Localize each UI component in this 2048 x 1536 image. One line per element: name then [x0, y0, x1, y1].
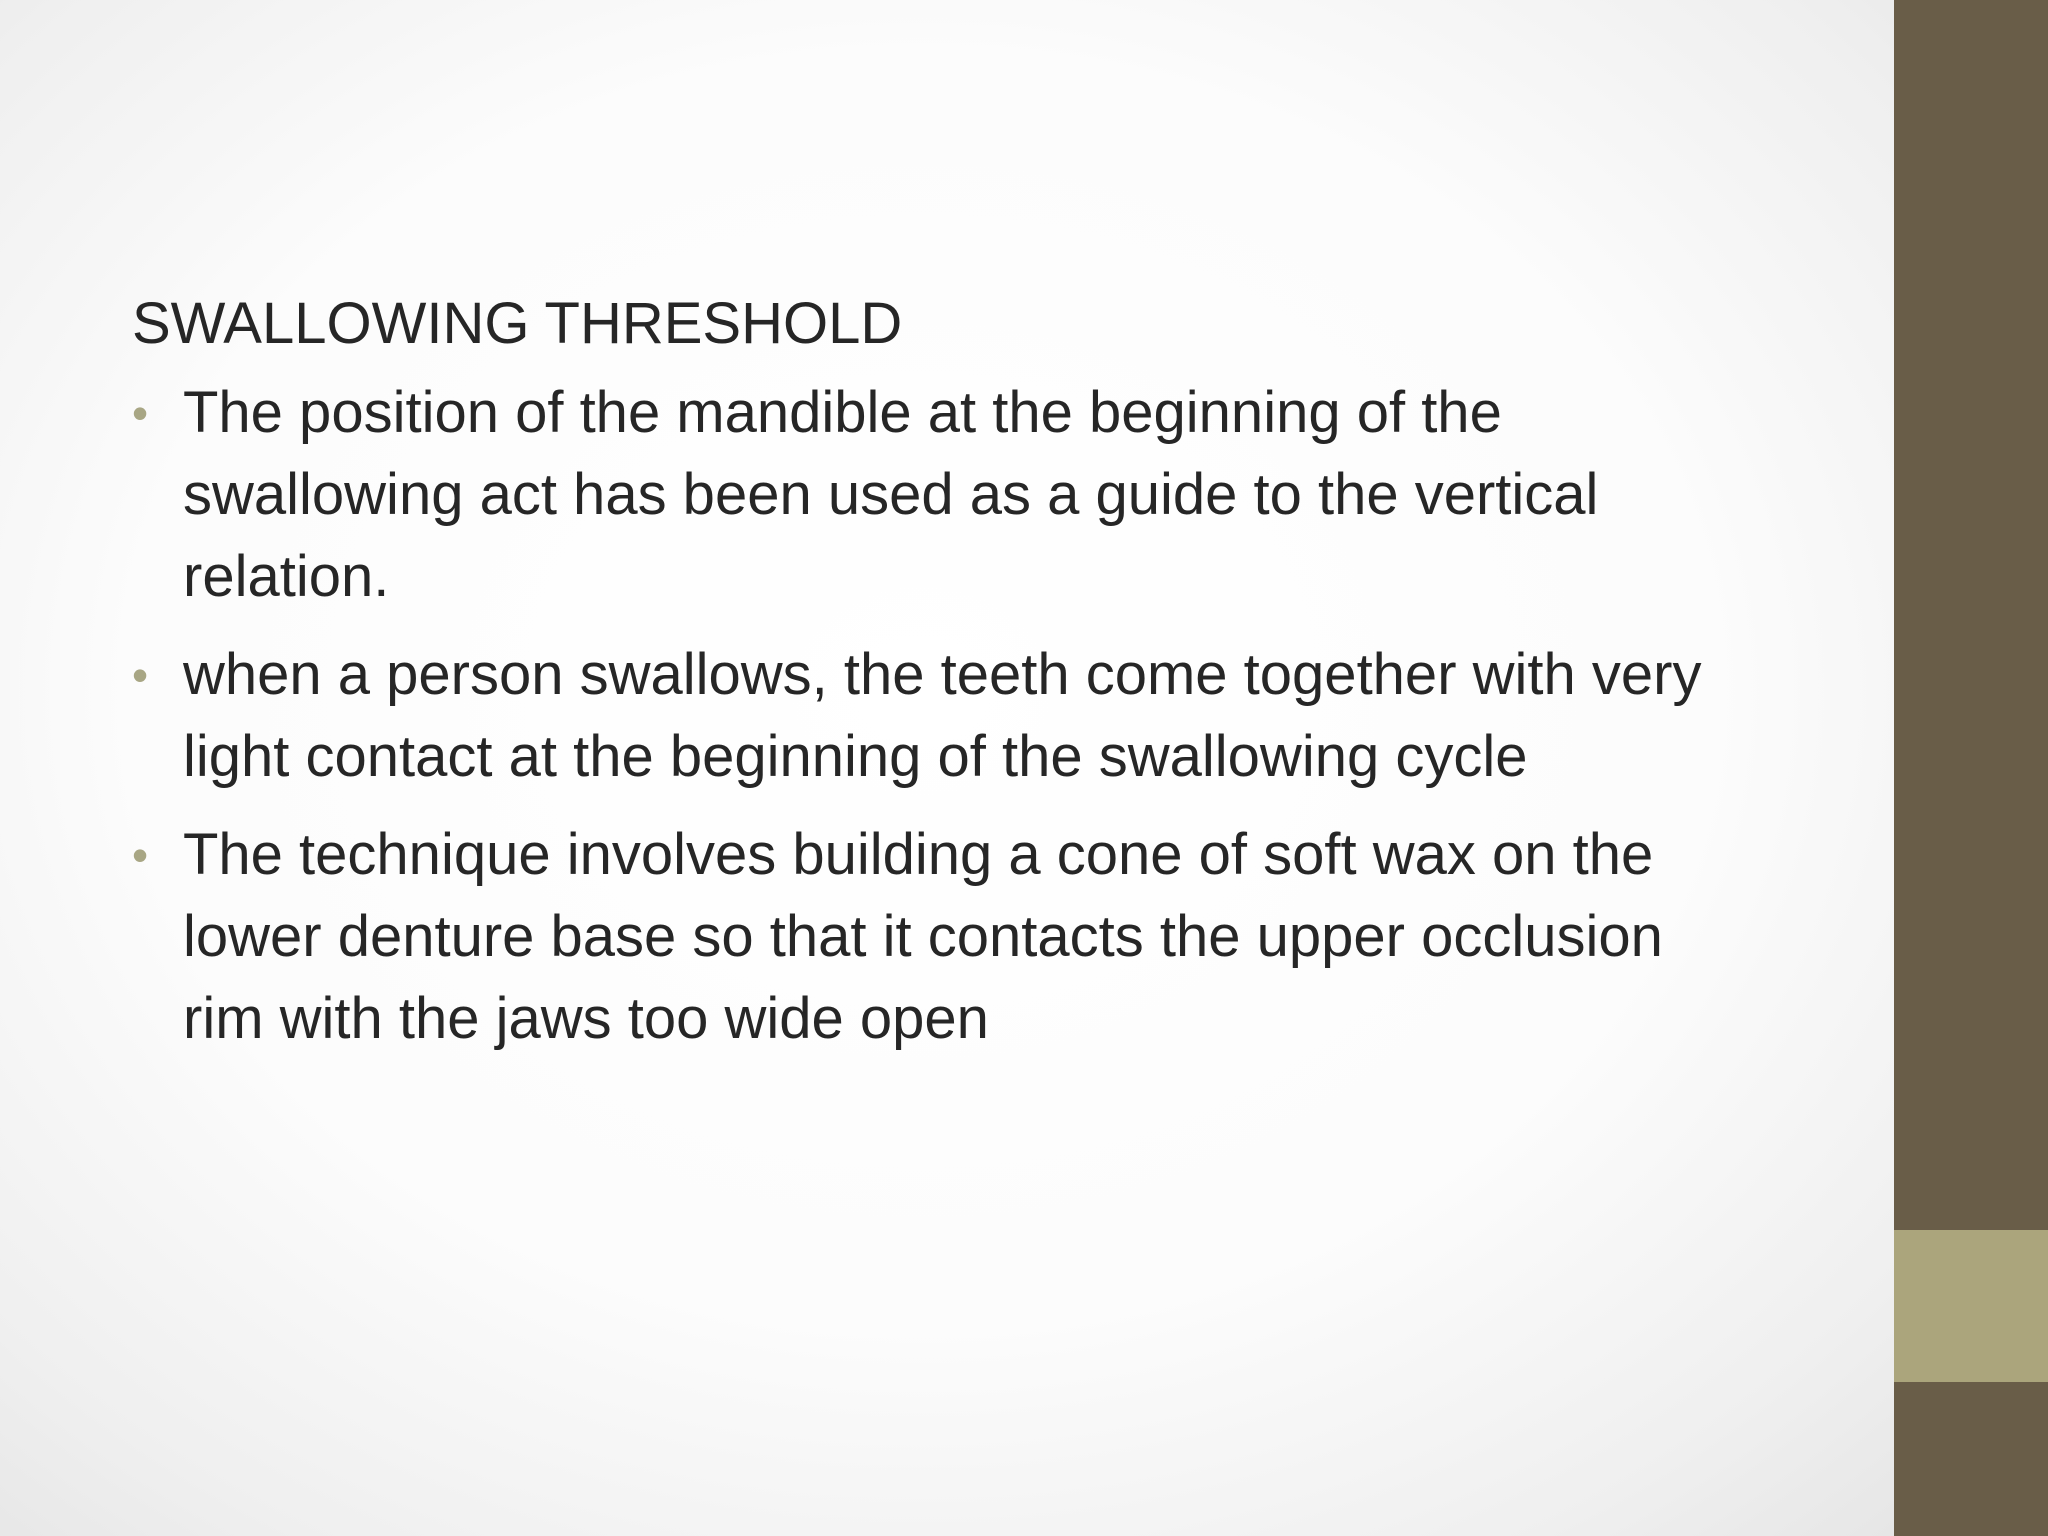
- bullet-list: [132, 372, 1752, 1060]
- bullet-item: [132, 814, 1703, 1060]
- bullet-text: The position of the mandible at the beginning of the swallowing act has been used as a guide to the vertical relation.: [183, 380, 1599, 609]
- slide-heading: SWALLOWING THRESHOLD: [132, 291, 903, 356]
- bullet-text: when a person swallows, the teeth come together with very light contact at the beginning of the swallowing cycle: [183, 642, 1702, 789]
- bullet-item: [132, 372, 1703, 618]
- bullet-dot-icon: •: [132, 387, 149, 439]
- decorative-side-accent: [1894, 1230, 2048, 1382]
- decorative-side-bar: [1894, 0, 2048, 1536]
- slide-content: [132, 288, 1752, 1076]
- bullet-dot-icon: •: [132, 829, 149, 881]
- bullet-item: [132, 634, 1703, 798]
- bullet-text: The technique involves building a cone of soft wax on the lower denture base so that it contacts the upper occlusion rim with the jaws too wide open: [183, 822, 1663, 1051]
- bullet-dot-icon: •: [132, 649, 149, 701]
